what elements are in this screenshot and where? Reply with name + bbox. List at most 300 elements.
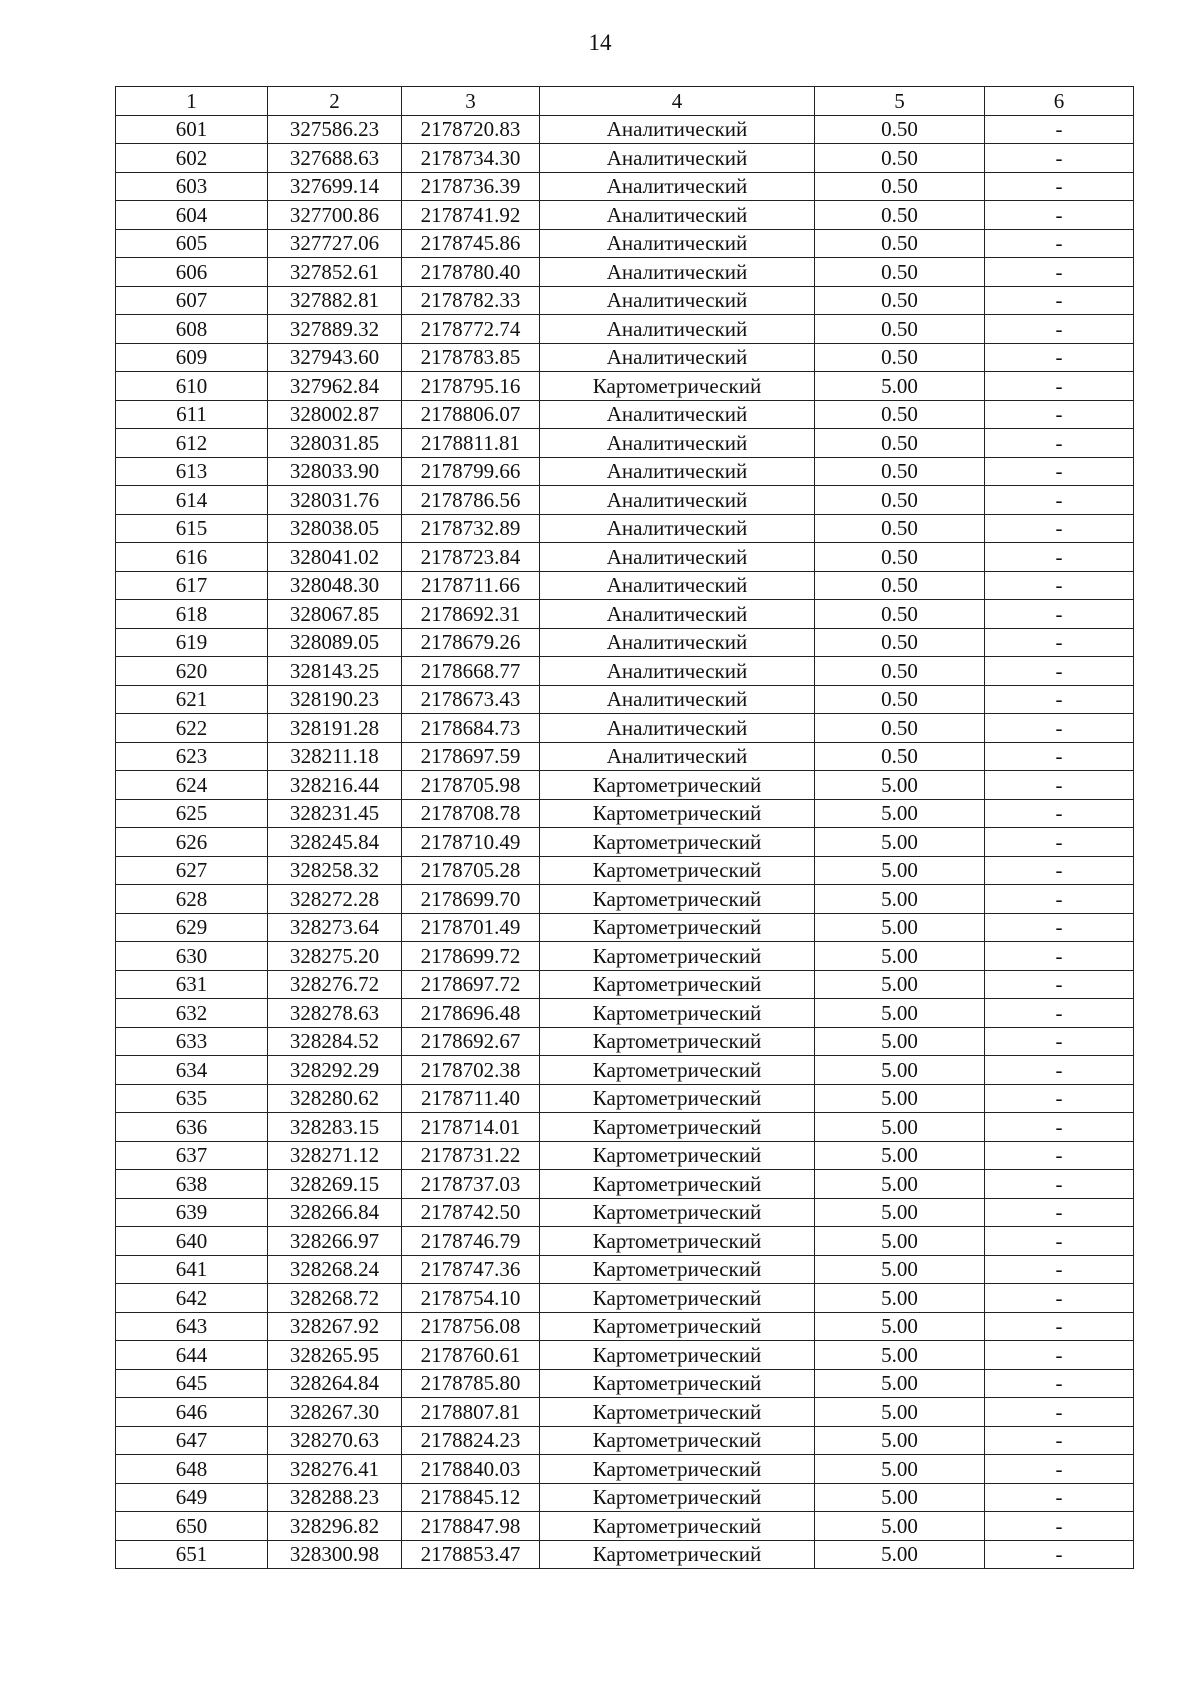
- point-number-cell: 621: [116, 685, 268, 714]
- point-number-cell: 618: [116, 600, 268, 629]
- x-coordinate-cell: 328231.45: [268, 799, 402, 828]
- accuracy-cell: 5.00: [815, 771, 985, 800]
- point-number-cell: 625: [116, 799, 268, 828]
- x-coordinate-cell: 328284.52: [268, 1027, 402, 1056]
- table-row: [116, 771, 1134, 800]
- accuracy-cell: 5.00: [815, 999, 985, 1028]
- y-coordinate-cell: 2178811.81: [402, 429, 540, 458]
- column-header: 3: [402, 87, 540, 116]
- table-row: [116, 942, 1134, 971]
- y-coordinate-cell: 2178723.84: [402, 543, 540, 572]
- method-cell: Картометрический: [540, 372, 815, 401]
- table-row: [116, 999, 1134, 1028]
- table-row: [116, 1227, 1134, 1256]
- point-number-cell: 614: [116, 486, 268, 515]
- note-cell: -: [985, 543, 1134, 572]
- note-cell: -: [985, 429, 1134, 458]
- accuracy-cell: 0.50: [815, 115, 985, 144]
- note-cell: -: [985, 315, 1134, 344]
- y-coordinate-cell: 2178737.03: [402, 1170, 540, 1199]
- accuracy-cell: 0.50: [815, 286, 985, 315]
- column-header: 1: [116, 87, 268, 116]
- y-coordinate-cell: 2178736.39: [402, 172, 540, 201]
- x-coordinate-cell: 328267.92: [268, 1312, 402, 1341]
- note-cell: -: [985, 856, 1134, 885]
- y-coordinate-cell: 2178711.66: [402, 571, 540, 600]
- method-cell: Картометрический: [540, 885, 815, 914]
- point-number-cell: 602: [116, 144, 268, 173]
- method-cell: Картометрический: [540, 1027, 815, 1056]
- table-row: [116, 514, 1134, 543]
- x-coordinate-cell: 328258.32: [268, 856, 402, 885]
- x-coordinate-cell: 328264.84: [268, 1369, 402, 1398]
- note-cell: -: [985, 600, 1134, 629]
- x-coordinate-cell: 328266.97: [268, 1227, 402, 1256]
- table-row: [116, 913, 1134, 942]
- method-cell: Картометрический: [540, 1398, 815, 1427]
- table-row: [116, 1312, 1134, 1341]
- table-row: [116, 828, 1134, 857]
- table-row: [116, 229, 1134, 258]
- y-coordinate-cell: 2178741.92: [402, 201, 540, 230]
- y-coordinate-cell: 2178684.73: [402, 714, 540, 743]
- x-coordinate-cell: 328211.18: [268, 742, 402, 771]
- method-cell: Аналитический: [540, 486, 815, 515]
- method-cell: Картометрический: [540, 970, 815, 999]
- note-cell: -: [985, 201, 1134, 230]
- accuracy-cell: 5.00: [815, 1027, 985, 1056]
- point-number-cell: 607: [116, 286, 268, 315]
- y-coordinate-cell: 2178795.16: [402, 372, 540, 401]
- table-row: [116, 1540, 1134, 1569]
- note-cell: -: [985, 144, 1134, 173]
- note-cell: -: [985, 628, 1134, 657]
- accuracy-cell: 0.50: [815, 543, 985, 572]
- method-cell: Аналитический: [540, 429, 815, 458]
- point-number-cell: 630: [116, 942, 268, 971]
- point-number-cell: 639: [116, 1198, 268, 1227]
- x-coordinate-cell: 328280.62: [268, 1084, 402, 1113]
- accuracy-cell: 5.00: [815, 1369, 985, 1398]
- table-row: [116, 486, 1134, 515]
- y-coordinate-cell: 2178853.47: [402, 1540, 540, 1569]
- x-coordinate-cell: 328278.63: [268, 999, 402, 1028]
- note-cell: -: [985, 1369, 1134, 1398]
- y-coordinate-cell: 2178701.49: [402, 913, 540, 942]
- table-row: [116, 1255, 1134, 1284]
- method-cell: Аналитический: [540, 229, 815, 258]
- x-coordinate-cell: 327727.06: [268, 229, 402, 258]
- point-number-cell: 635: [116, 1084, 268, 1113]
- y-coordinate-cell: 2178696.48: [402, 999, 540, 1028]
- method-cell: Картометрический: [540, 999, 815, 1028]
- accuracy-cell: 5.00: [815, 1141, 985, 1170]
- table-row: [116, 571, 1134, 600]
- note-cell: -: [985, 229, 1134, 258]
- note-cell: -: [985, 970, 1134, 999]
- y-coordinate-cell: 2178668.77: [402, 657, 540, 686]
- accuracy-cell: 5.00: [815, 970, 985, 999]
- note-cell: -: [985, 172, 1134, 201]
- x-coordinate-cell: 328067.85: [268, 600, 402, 629]
- x-coordinate-cell: 327586.23: [268, 115, 402, 144]
- accuracy-cell: 5.00: [815, 1483, 985, 1512]
- table-row: [116, 1341, 1134, 1370]
- table-row: [116, 856, 1134, 885]
- table-row: [116, 372, 1134, 401]
- method-cell: Картометрический: [540, 799, 815, 828]
- point-number-cell: 616: [116, 543, 268, 572]
- x-coordinate-cell: 327852.61: [268, 258, 402, 287]
- table-row: [116, 1398, 1134, 1427]
- method-cell: Аналитический: [540, 714, 815, 743]
- note-cell: -: [985, 571, 1134, 600]
- point-number-cell: 608: [116, 315, 268, 344]
- note-cell: -: [985, 1141, 1134, 1170]
- accuracy-cell: 5.00: [815, 1284, 985, 1313]
- table-row: [116, 429, 1134, 458]
- table-row: [116, 1426, 1134, 1455]
- note-cell: -: [985, 514, 1134, 543]
- y-coordinate-cell: 2178731.22: [402, 1141, 540, 1170]
- page-number: 14: [588, 30, 612, 55]
- method-cell: Картометрический: [540, 1426, 815, 1455]
- x-coordinate-cell: 328033.90: [268, 457, 402, 486]
- accuracy-cell: 5.00: [815, 372, 985, 401]
- method-cell: Картометрический: [540, 828, 815, 857]
- y-coordinate-cell: 2178711.40: [402, 1084, 540, 1113]
- x-coordinate-cell: 328276.41: [268, 1455, 402, 1484]
- point-number-cell: 631: [116, 970, 268, 999]
- method-cell: Картометрический: [540, 856, 815, 885]
- column-header: 2: [268, 87, 402, 116]
- accuracy-cell: 5.00: [815, 1398, 985, 1427]
- point-number-cell: 604: [116, 201, 268, 230]
- accuracy-cell: 0.50: [815, 657, 985, 686]
- note-cell: -: [985, 714, 1134, 743]
- y-coordinate-cell: 2178673.43: [402, 685, 540, 714]
- y-coordinate-cell: 2178697.59: [402, 742, 540, 771]
- accuracy-cell: 0.50: [815, 600, 985, 629]
- point-number-cell: 610: [116, 372, 268, 401]
- y-coordinate-cell: 2178780.40: [402, 258, 540, 287]
- x-coordinate-cell: 327688.63: [268, 144, 402, 173]
- note-cell: -: [985, 999, 1134, 1028]
- note-cell: -: [985, 1483, 1134, 1512]
- x-coordinate-cell: 328245.84: [268, 828, 402, 857]
- point-number-cell: 601: [116, 115, 268, 144]
- y-coordinate-cell: 2178692.67: [402, 1027, 540, 1056]
- accuracy-cell: 5.00: [815, 1540, 985, 1569]
- method-cell: Картометрический: [540, 1170, 815, 1199]
- note-cell: -: [985, 1255, 1134, 1284]
- table-row: [116, 799, 1134, 828]
- method-cell: Аналитический: [540, 400, 815, 429]
- point-number-cell: 636: [116, 1113, 268, 1142]
- note-cell: -: [985, 1084, 1134, 1113]
- point-number-cell: 637: [116, 1141, 268, 1170]
- point-number-cell: 626: [116, 828, 268, 857]
- x-coordinate-cell: 328265.95: [268, 1341, 402, 1370]
- note-cell: -: [985, 457, 1134, 486]
- point-number-cell: 606: [116, 258, 268, 287]
- point-number-cell: 632: [116, 999, 268, 1028]
- accuracy-cell: 0.50: [815, 429, 985, 458]
- accuracy-cell: 0.50: [815, 258, 985, 287]
- method-cell: Картометрический: [540, 1540, 815, 1569]
- x-coordinate-cell: 328300.98: [268, 1540, 402, 1569]
- y-coordinate-cell: 2178705.28: [402, 856, 540, 885]
- y-coordinate-cell: 2178760.61: [402, 1341, 540, 1370]
- table-row: [116, 457, 1134, 486]
- table-row: [116, 657, 1134, 686]
- y-coordinate-cell: 2178756.08: [402, 1312, 540, 1341]
- x-coordinate-cell: 328031.85: [268, 429, 402, 458]
- accuracy-cell: 0.50: [815, 229, 985, 258]
- accuracy-cell: 0.50: [815, 685, 985, 714]
- y-coordinate-cell: 2178807.81: [402, 1398, 540, 1427]
- note-cell: -: [985, 913, 1134, 942]
- method-cell: Картометрический: [540, 1227, 815, 1256]
- x-coordinate-cell: 328270.63: [268, 1426, 402, 1455]
- method-cell: Картометрический: [540, 1483, 815, 1512]
- method-cell: Аналитический: [540, 514, 815, 543]
- accuracy-cell: 5.00: [815, 1198, 985, 1227]
- x-coordinate-cell: 328002.87: [268, 400, 402, 429]
- table-row: [116, 1369, 1134, 1398]
- y-coordinate-cell: 2178824.23: [402, 1426, 540, 1455]
- method-cell: Картометрический: [540, 1455, 815, 1484]
- y-coordinate-cell: 2178845.12: [402, 1483, 540, 1512]
- table-row: [116, 1284, 1134, 1313]
- point-number-cell: 648: [116, 1455, 268, 1484]
- point-number-cell: 644: [116, 1341, 268, 1370]
- accuracy-cell: 5.00: [815, 1455, 985, 1484]
- note-cell: -: [985, 286, 1134, 315]
- method-cell: Картометрический: [540, 1056, 815, 1085]
- y-coordinate-cell: 2178732.89: [402, 514, 540, 543]
- note-cell: -: [985, 1512, 1134, 1541]
- x-coordinate-cell: 328143.25: [268, 657, 402, 686]
- point-number-cell: 634: [116, 1056, 268, 1085]
- point-number-cell: 647: [116, 1426, 268, 1455]
- method-cell: Картометрический: [540, 1198, 815, 1227]
- x-coordinate-cell: 328272.28: [268, 885, 402, 914]
- coordinates-table: [115, 86, 1134, 1569]
- note-cell: -: [985, 258, 1134, 287]
- method-cell: Картометрический: [540, 913, 815, 942]
- x-coordinate-cell: 328048.30: [268, 571, 402, 600]
- table-row: [116, 115, 1134, 144]
- x-coordinate-cell: 328283.15: [268, 1113, 402, 1142]
- y-coordinate-cell: 2178786.56: [402, 486, 540, 515]
- table-row: [116, 970, 1134, 999]
- point-number-cell: 609: [116, 343, 268, 372]
- table-row: [116, 286, 1134, 315]
- table-row: [116, 1056, 1134, 1085]
- method-cell: Аналитический: [540, 144, 815, 173]
- table-row: [116, 742, 1134, 771]
- x-coordinate-cell: 328292.29: [268, 1056, 402, 1085]
- y-coordinate-cell: 2178847.98: [402, 1512, 540, 1541]
- accuracy-cell: 0.50: [815, 486, 985, 515]
- column-header: 5: [815, 87, 985, 116]
- table-row: [116, 315, 1134, 344]
- accuracy-cell: 5.00: [815, 885, 985, 914]
- point-number-cell: 624: [116, 771, 268, 800]
- accuracy-cell: 5.00: [815, 1113, 985, 1142]
- x-coordinate-cell: 328288.23: [268, 1483, 402, 1512]
- accuracy-cell: 0.50: [815, 571, 985, 600]
- table-row: [116, 258, 1134, 287]
- point-number-cell: 641: [116, 1255, 268, 1284]
- table-row: [116, 714, 1134, 743]
- y-coordinate-cell: 2178679.26: [402, 628, 540, 657]
- accuracy-cell: 0.50: [815, 628, 985, 657]
- method-cell: Картометрический: [540, 1113, 815, 1142]
- note-cell: -: [985, 1455, 1134, 1484]
- accuracy-cell: 0.50: [815, 514, 985, 543]
- point-number-cell: 629: [116, 913, 268, 942]
- table-row: [116, 172, 1134, 201]
- note-cell: -: [985, 1426, 1134, 1455]
- column-header: 6: [985, 87, 1134, 116]
- table-row: [116, 1512, 1134, 1541]
- table-row: [116, 343, 1134, 372]
- x-coordinate-cell: 328268.72: [268, 1284, 402, 1313]
- method-cell: Аналитический: [540, 315, 815, 344]
- table-row: [116, 543, 1134, 572]
- x-coordinate-cell: 328191.28: [268, 714, 402, 743]
- accuracy-cell: 5.00: [815, 1312, 985, 1341]
- method-cell: Картометрический: [540, 771, 815, 800]
- accuracy-cell: 0.50: [815, 201, 985, 230]
- point-number-cell: 650: [116, 1512, 268, 1541]
- table-row: [116, 600, 1134, 629]
- accuracy-cell: 0.50: [815, 144, 985, 173]
- note-cell: -: [985, 1398, 1134, 1427]
- x-coordinate-cell: 328089.05: [268, 628, 402, 657]
- y-coordinate-cell: 2178708.78: [402, 799, 540, 828]
- note-cell: -: [985, 1227, 1134, 1256]
- method-cell: Аналитический: [540, 258, 815, 287]
- table-row: [116, 144, 1134, 173]
- method-cell: Картометрический: [540, 1512, 815, 1541]
- y-coordinate-cell: 2178697.72: [402, 970, 540, 999]
- table-row: [116, 1027, 1134, 1056]
- accuracy-cell: 5.00: [815, 1341, 985, 1370]
- y-coordinate-cell: 2178747.36: [402, 1255, 540, 1284]
- point-number-cell: 646: [116, 1398, 268, 1427]
- note-cell: -: [985, 372, 1134, 401]
- point-number-cell: 638: [116, 1170, 268, 1199]
- method-cell: Аналитический: [540, 628, 815, 657]
- y-coordinate-cell: 2178783.85: [402, 343, 540, 372]
- table-row: [116, 1483, 1134, 1512]
- column-header: 4: [540, 87, 815, 116]
- accuracy-cell: 5.00: [815, 856, 985, 885]
- point-number-cell: 640: [116, 1227, 268, 1256]
- y-coordinate-cell: 2178782.33: [402, 286, 540, 315]
- method-cell: Аналитический: [540, 343, 815, 372]
- y-coordinate-cell: 2178772.74: [402, 315, 540, 344]
- accuracy-cell: 5.00: [815, 799, 985, 828]
- y-coordinate-cell: 2178699.72: [402, 942, 540, 971]
- note-cell: -: [985, 1540, 1134, 1569]
- y-coordinate-cell: 2178799.66: [402, 457, 540, 486]
- note-cell: -: [985, 1056, 1134, 1085]
- y-coordinate-cell: 2178710.49: [402, 828, 540, 857]
- x-coordinate-cell: 327962.84: [268, 372, 402, 401]
- method-cell: Аналитический: [540, 115, 815, 144]
- method-cell: Картометрический: [540, 1084, 815, 1113]
- table-header-row: [116, 87, 1134, 116]
- method-cell: Картометрический: [540, 1341, 815, 1370]
- y-coordinate-cell: 2178705.98: [402, 771, 540, 800]
- method-cell: Картометрический: [540, 1255, 815, 1284]
- x-coordinate-cell: 327699.14: [268, 172, 402, 201]
- note-cell: -: [985, 1113, 1134, 1142]
- x-coordinate-cell: 328269.15: [268, 1170, 402, 1199]
- note-cell: -: [985, 1284, 1134, 1313]
- point-number-cell: 603: [116, 172, 268, 201]
- note-cell: -: [985, 771, 1134, 800]
- x-coordinate-cell: 328041.02: [268, 543, 402, 572]
- point-number-cell: 613: [116, 457, 268, 486]
- accuracy-cell: 5.00: [815, 942, 985, 971]
- x-coordinate-cell: 328216.44: [268, 771, 402, 800]
- x-coordinate-cell: 328266.84: [268, 1198, 402, 1227]
- accuracy-cell: 5.00: [815, 1227, 985, 1256]
- note-cell: -: [985, 400, 1134, 429]
- note-cell: -: [985, 657, 1134, 686]
- y-coordinate-cell: 2178702.38: [402, 1056, 540, 1085]
- y-coordinate-cell: 2178734.30: [402, 144, 540, 173]
- x-coordinate-cell: 328273.64: [268, 913, 402, 942]
- method-cell: Аналитический: [540, 685, 815, 714]
- point-number-cell: 619: [116, 628, 268, 657]
- point-number-cell: 611: [116, 400, 268, 429]
- table-row: [116, 201, 1134, 230]
- method-cell: Аналитический: [540, 600, 815, 629]
- note-cell: -: [985, 799, 1134, 828]
- x-coordinate-cell: 328190.23: [268, 685, 402, 714]
- point-number-cell: 645: [116, 1369, 268, 1398]
- y-coordinate-cell: 2178692.31: [402, 600, 540, 629]
- table-row: [116, 1198, 1134, 1227]
- table-body: [116, 115, 1134, 1569]
- accuracy-cell: 5.00: [815, 1426, 985, 1455]
- x-coordinate-cell: 328271.12: [268, 1141, 402, 1170]
- accuracy-cell: 5.00: [815, 1170, 985, 1199]
- y-coordinate-cell: 2178745.86: [402, 229, 540, 258]
- accuracy-cell: 0.50: [815, 742, 985, 771]
- x-coordinate-cell: 327889.32: [268, 315, 402, 344]
- accuracy-cell: 0.50: [815, 714, 985, 743]
- y-coordinate-cell: 2178699.70: [402, 885, 540, 914]
- point-number-cell: 612: [116, 429, 268, 458]
- point-number-cell: 642: [116, 1284, 268, 1313]
- method-cell: Аналитический: [540, 742, 815, 771]
- y-coordinate-cell: 2178746.79: [402, 1227, 540, 1256]
- x-coordinate-cell: 328038.05: [268, 514, 402, 543]
- point-number-cell: 628: [116, 885, 268, 914]
- note-cell: -: [985, 1170, 1134, 1199]
- accuracy-cell: 5.00: [815, 1084, 985, 1113]
- point-number-cell: 651: [116, 1540, 268, 1569]
- note-cell: -: [985, 885, 1134, 914]
- accuracy-cell: 0.50: [815, 400, 985, 429]
